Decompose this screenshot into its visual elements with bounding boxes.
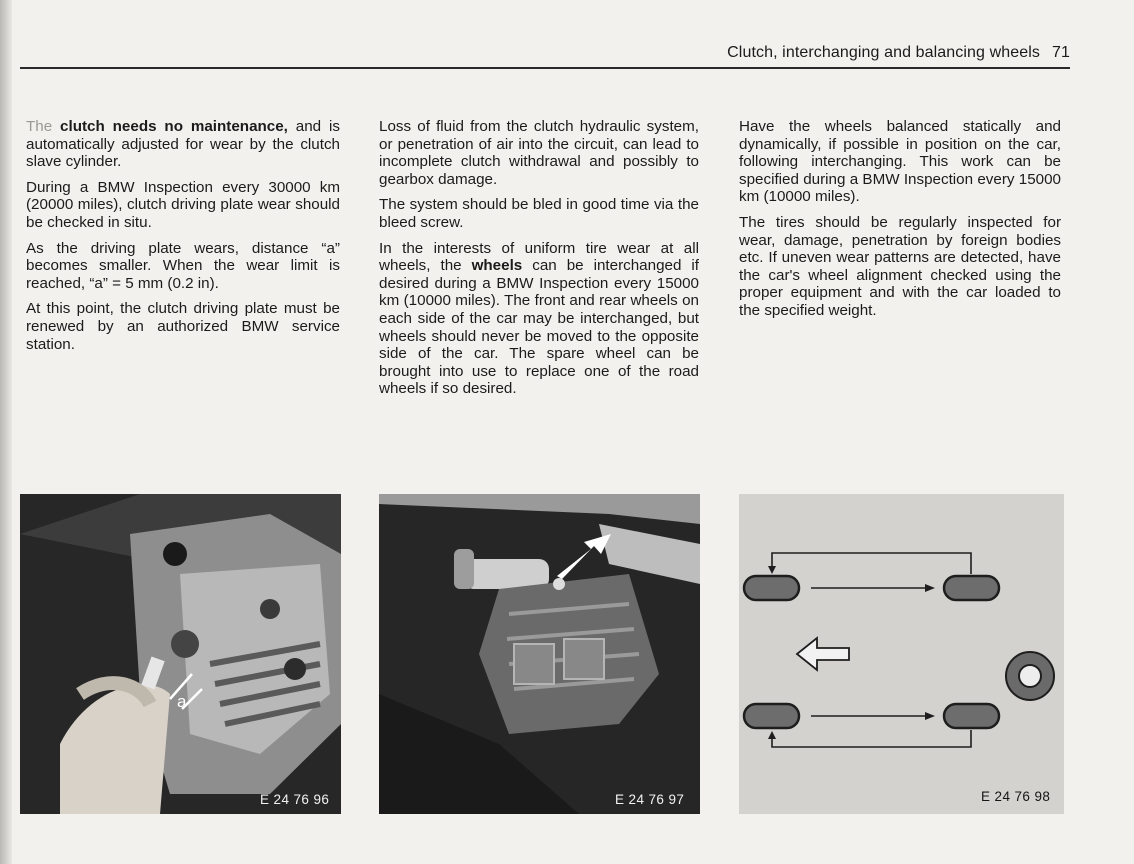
- paragraph-wear-distance: As the driving plate wears, distance “a” becomes smaller. When the wear limit is reached, “a” = 5 mm (0.2 in).: [26, 239, 340, 292]
- figure-2-caption: E 24 76 97: [615, 792, 685, 807]
- clutch-photo-illustration: [20, 494, 341, 814]
- dimension-label-a: a: [177, 692, 187, 711]
- front-right-wheel-icon: [744, 704, 799, 728]
- wheel-rotation-illustration: [739, 494, 1064, 814]
- figure-3-caption: E 24 76 98: [981, 789, 1051, 804]
- figure-wheel-rotation-diagram: [739, 494, 1064, 814]
- figure-clutch-photo: [20, 494, 341, 814]
- rear-left-wheel-icon: [944, 576, 999, 600]
- text-column-2: [379, 118, 699, 406]
- figure-1-caption: E 24 76 96: [260, 792, 330, 807]
- paragraph-clutch-maintenance: [26, 118, 340, 171]
- paragraph-inspection: During a BMW Inspection every 30000 km (20000 miles), clutch driving plate wear should be checked in situ.: [26, 178, 340, 231]
- paragraph-bleed: The system should be bled in good time via the bleed screw.: [379, 196, 699, 231]
- p3-bold: wheels: [471, 257, 523, 275]
- paragraph-interchange: [379, 240, 699, 398]
- page-binding-shadow: [0, 0, 12, 864]
- front-left-wheel-icon: [744, 576, 799, 600]
- p3-rest: can be interchanged if desired during a BMW Inspection every 15000 km (10000 miles). The front and rear wheels on each side of the car may be interchanged, but wheels should never be moved to the opposite side of the car. The spare wheel can be brought into use to replace one of the road wheels if so desired.: [379, 257, 699, 398]
- header-rule: [20, 67, 1070, 69]
- text-column-1: [26, 118, 340, 361]
- chapter-title: Clutch, interchanging and balancing wheels: [727, 44, 1040, 61]
- paragraph-fluid-loss: Loss of fluid from the clutch hydraulic system, or penetration of air into the circuit, can lead to incomplete clutch withdrawal and possibly to gearbox damage.: [379, 118, 699, 188]
- paragraph-balancing: Have the wheels balanced statically and dynamically, if possible in position on the car, following interchanging. This work can be specified during a BMW Inspection every 15000 km (10000 miles).: [739, 118, 1061, 206]
- p1-lead: The: [26, 118, 53, 135]
- p1-rest: and is automatically adjusted for wear by the clutch slave cylinder.: [26, 118, 340, 171]
- running-header: [660, 44, 1070, 62]
- paragraph-tire-inspection: The tires should be regularly inspected for wear, damage, penetration by foreign bodies etc. If uneven wear patterns are detected, have the car's wheel alignment checked using the proper equipment and with the car loaded to the specified weight.: [739, 213, 1061, 319]
- text-column-3: [739, 118, 1061, 328]
- page-number: 71: [1052, 44, 1070, 61]
- p1-bold: clutch needs no maintenance,: [60, 118, 288, 135]
- gearbox-photo-illustration: [379, 494, 700, 814]
- figure-gearbox-photo: [379, 494, 700, 814]
- rear-right-wheel-icon: [944, 704, 999, 728]
- paragraph-renewal: At this point, the clutch driving plate must be renewed by an authorized BMW service station.: [26, 300, 340, 353]
- p3-lead: In the interests of uniform tire wear at all wheels, the: [379, 239, 699, 275]
